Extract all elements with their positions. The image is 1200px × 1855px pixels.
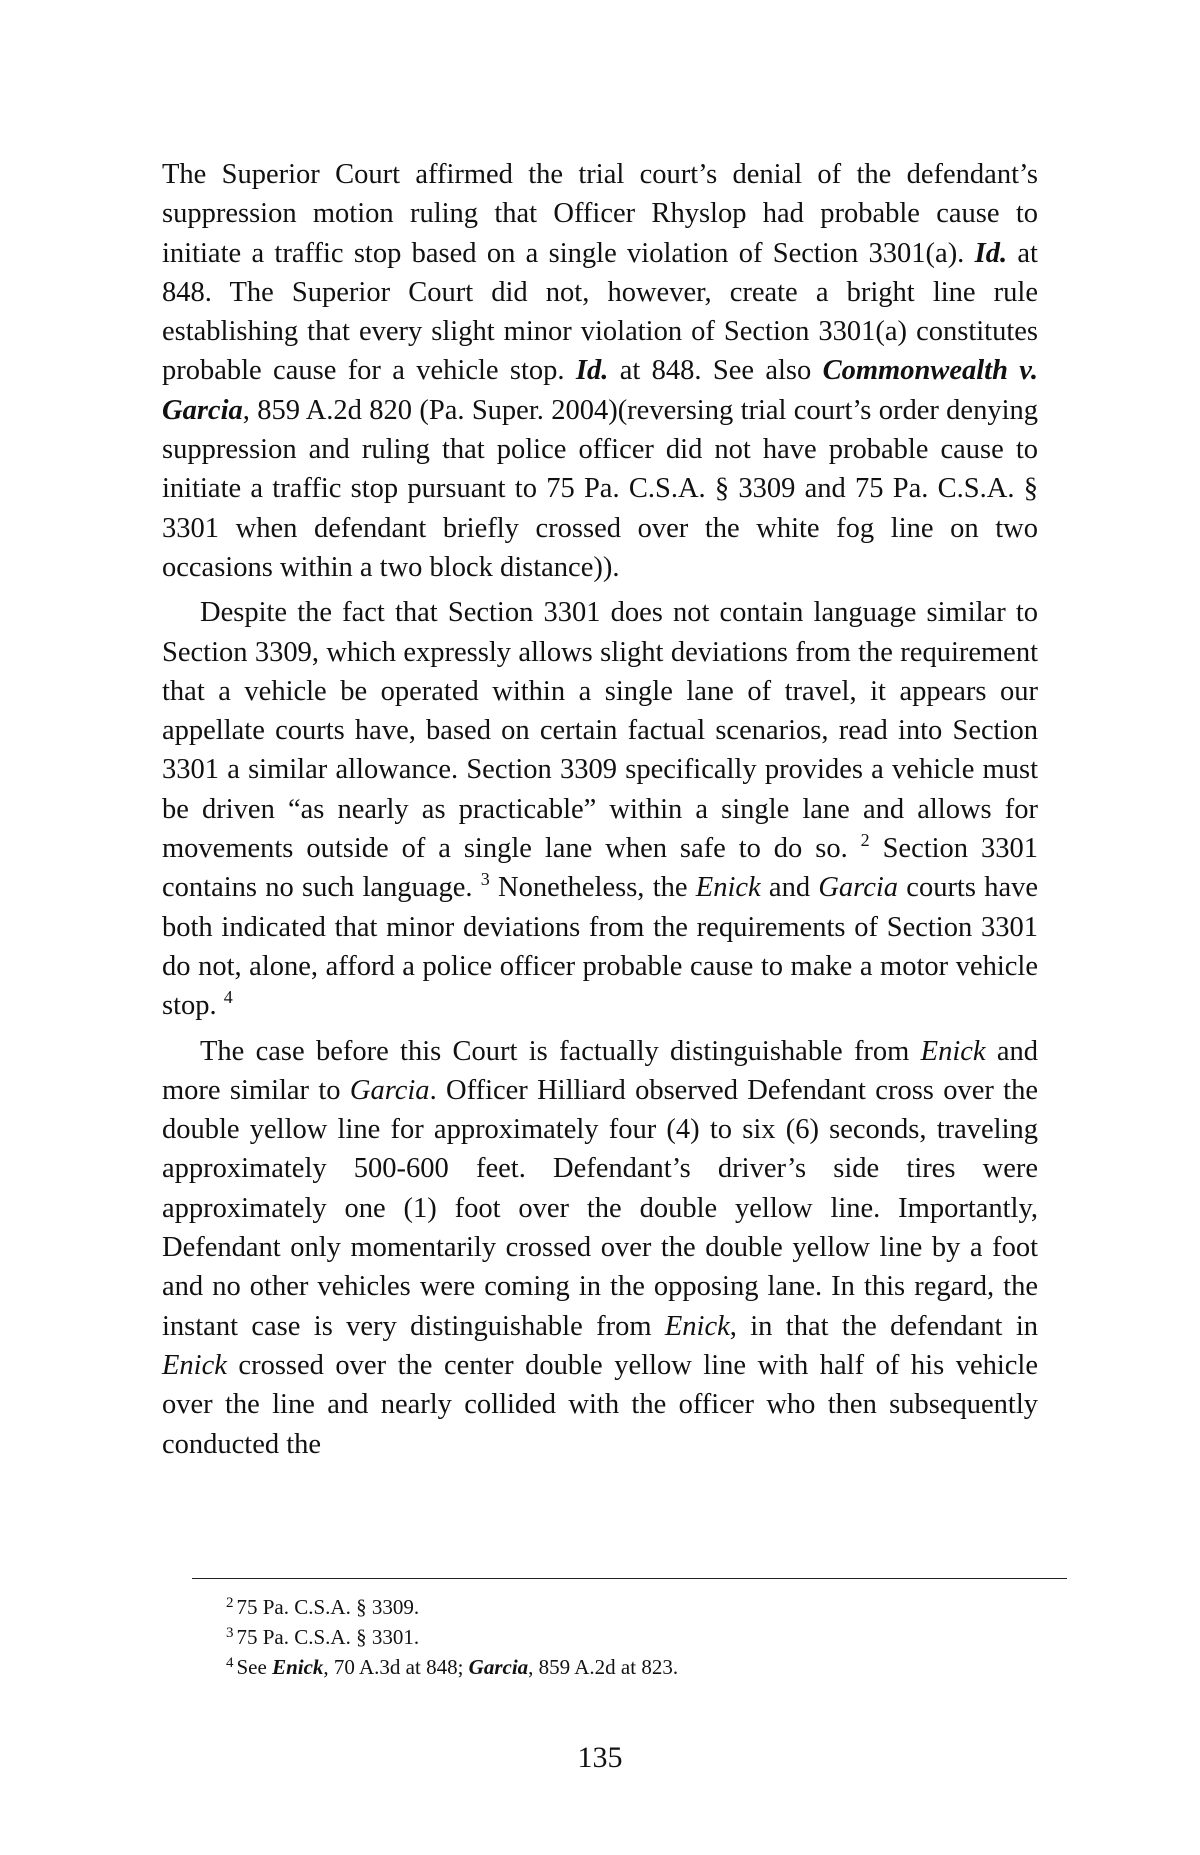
text-run: 75 Pa. C.S.A. § 3301. [236, 1625, 420, 1649]
text-run: , 859 A.2d 820 (Pa. Super. 2004)(reversing trial court’s order denying suppression and ruling that police officer did not have probable cause to initiate a traffic stop pursuant to 75 Pa. C.S.A. § 3309 and 75 Pa. C.S.A. § 3301 when defendant briefly crossed over the white fog line on two occasions within a two block distance)). [162, 394, 1038, 583]
text-run: Despite the fact that Section 3301 does not contain language similar to Section 3309, which expressly allows slight deviations from the requirement that a vehicle be operated within a single lane of travel, it appears our appellate courts have, based on certain factual scenarios, read into Section 3301 a similar allowance. Section 3309 specifically provides a vehicle must be driven “as nearly as practicable” within a single lane and allows for movements outside of a single lane when safe to do so. [162, 597, 1038, 865]
footnote-number: 4 [226, 1655, 234, 1671]
text-run: Section 3301 contains no such language. [162, 833, 1038, 904]
case-name: Enick [162, 1349, 227, 1381]
case-citation: Id. [974, 237, 1008, 269]
footnote-text [237, 1595, 420, 1619]
footnote-number: 2 [226, 1595, 234, 1611]
text-run: at 848. See also [608, 355, 823, 387]
footnote-text [237, 1655, 679, 1679]
case-citation: Enick [272, 1655, 324, 1679]
case-name: Garcia [349, 1074, 430, 1106]
case-name: Enick [920, 1035, 986, 1067]
footnotes [226, 1592, 1046, 1682]
text-run: , in that the defendant in [729, 1310, 1038, 1342]
page-number: 135 [577, 1741, 623, 1774]
text-run: courts have both indicated that minor deviations from the requirements of Section 3301 do not, alone, afford a police officer probable cause to make a motor vehicle stop. [162, 872, 1038, 1022]
footnote-reference: 2 [860, 830, 870, 851]
text-run: . Officer Hilliard observed Defendant cross over the double yellow line for approximately four (4) to six (6) seconds, traveling approximately 500-600 feet. Defendant’s driver’s side tires were approximately one (1) foot over the double yellow line. Importantly, Defendant only momentarily crossed over the double yellow line by a foot and no other vehicles were coming in the opposing lane. In this regard, the instant case is very distinguishable from [162, 1074, 1038, 1342]
footnote-number: 3 [226, 1625, 234, 1641]
text-run: 75 Pa. C.S.A. § 3309. [236, 1595, 420, 1619]
paragraph-1 [162, 155, 1038, 587]
case-citation: Garcia [468, 1655, 529, 1679]
text-run: Nonetheless, the [489, 872, 696, 904]
footnote-reference: 3 [480, 869, 490, 890]
text-run: at 848. The Superior Court did not, however, create a bright line rule establishing that every slight minor violation of Section 3301(a) constitutes probable cause for a vehicle stop. [162, 237, 1038, 387]
text-run: See [236, 1655, 273, 1679]
footnote-reference: 4 [223, 987, 233, 1008]
case-name: Enick [664, 1310, 730, 1342]
footnote-2 [226, 1592, 1046, 1622]
case-name: Garcia [818, 872, 899, 904]
case-citation: Commonwealth v. Garcia [162, 355, 1038, 426]
text-run: crossed over the center double yellow line with half of his vehicle over the line and nearly collided with the officer who then subsequently conducted the [162, 1349, 1038, 1460]
footnote-3 [226, 1622, 1046, 1652]
text-run: The Superior Court affirmed the trial court’s denial of the defendant’s suppression motion ruling that Officer Rhyslop had probable cause to initiate a traffic stop based on a single violation of Section 3301(a). [162, 159, 1038, 269]
paragraph-2 [162, 593, 1038, 1025]
footnote-4 [226, 1652, 1046, 1682]
footnote-text [237, 1625, 420, 1649]
footnote-divider [192, 1578, 1067, 1579]
text-run: , 859 A.2d at 823. [528, 1655, 679, 1679]
main-text [162, 155, 1038, 1464]
text-run: and [760, 872, 819, 904]
case-citation: Id. [575, 355, 609, 387]
paragraph-3 [162, 1032, 1038, 1464]
text-run: The case before this Court is factually distinguishable from [200, 1035, 921, 1067]
text-run: , 70 A.3d at 848; [323, 1655, 469, 1679]
text-run: and more similar to [162, 1035, 1039, 1106]
case-name: Enick [695, 872, 761, 904]
